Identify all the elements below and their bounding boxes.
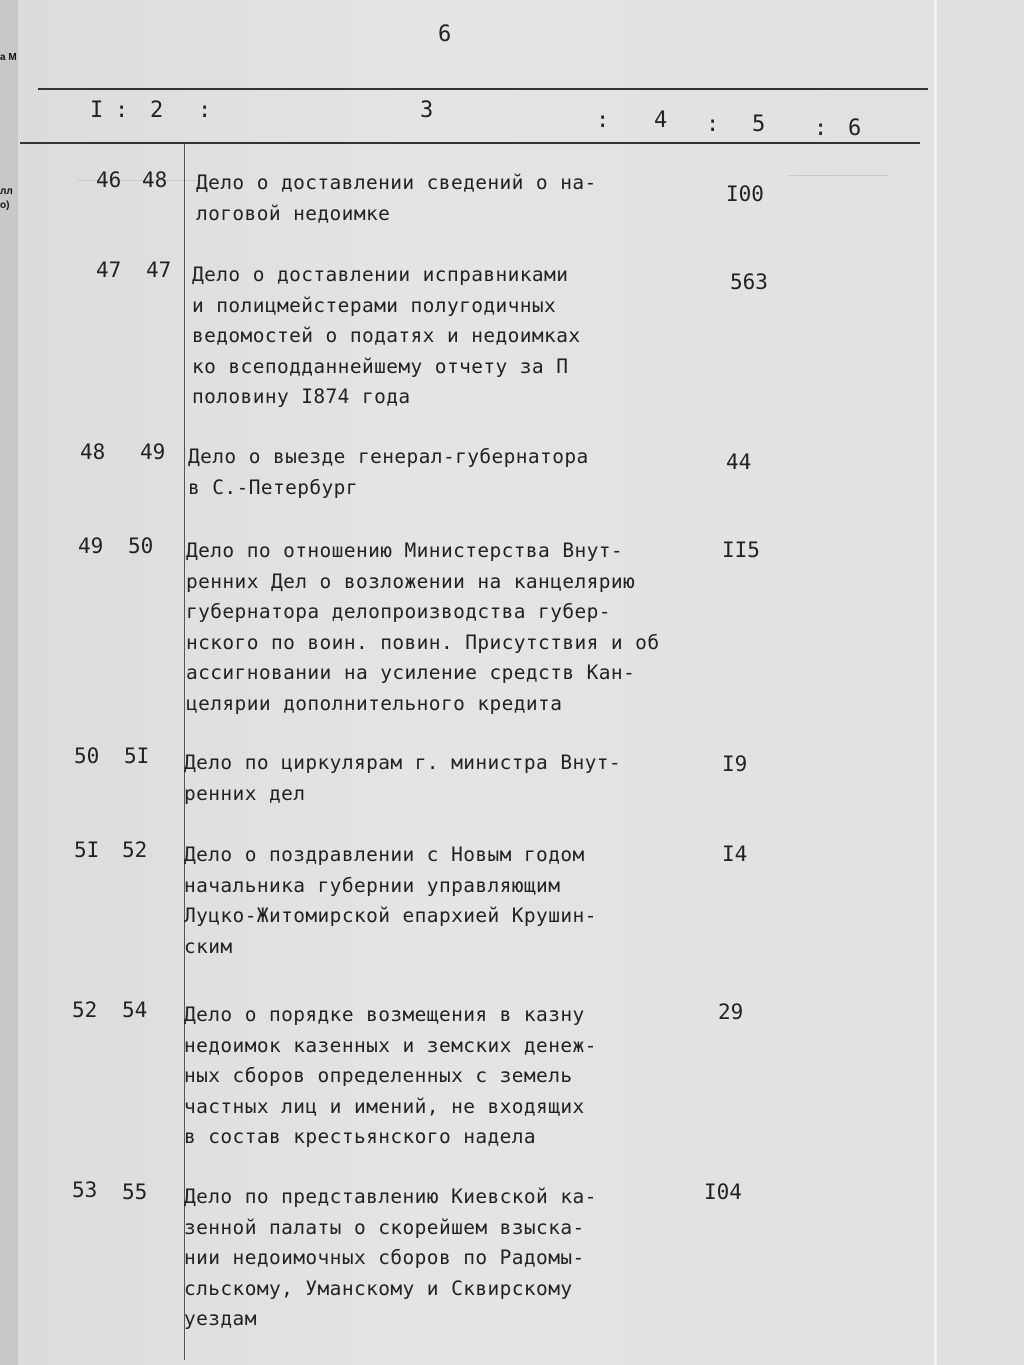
row-title: Дело по представлению Киевской ка- зенной палаты о скорейшем взыска- нии недоимочных сборов по Радомы- сльскому, Уманскому и Сквирскому уездам (184, 1185, 597, 1330)
row-number: 52 (72, 998, 98, 1022)
row-old-number: 54 (122, 998, 148, 1022)
column-header: 6 (848, 116, 864, 141)
column-separator: : (814, 116, 830, 141)
row-sheets: I4 (722, 842, 748, 866)
row-title: Дело о порядке возмещения в казну недоимок казенных и земских денеж- ных сборов определенных с земель частных лиц и имений, не входящих в состав крестьянского надела (184, 1003, 597, 1148)
margin-fragment: а М (0, 52, 17, 63)
page-edge (934, 0, 937, 1365)
column-header: I (90, 98, 106, 123)
column-header: 3 (420, 98, 436, 123)
row-title: Дело по отношению Министерства Внут- ренних Дел о возложении на канцелярию губернатора делопроизводства губер- нского по воин. повин. Присутствия и об ассигновании на усиление средств Кан- целярии дополнительного кредита (186, 539, 660, 715)
margin-fragment: о) (0, 200, 10, 211)
row-number: 48 (80, 440, 106, 464)
document-page (18, 0, 1024, 1365)
row-title: Дело о поздравлении с Новым годом начальника губернии управляющим Луцко-Житомирской епархией Крушин- ским (184, 843, 597, 958)
row-title: Дело о доставлении исправниками и полицмейстерами полугодичных ведомостей о податях и недоимках ко всеподданнейшему отчету за П половину I874 года (192, 263, 581, 408)
column-header: 5 (752, 112, 768, 137)
column-header: 2 (150, 98, 166, 123)
row-title: Дело по циркулярам г. министра Внут- ренних дел (184, 751, 622, 805)
row-old-number: 48 (142, 168, 168, 192)
row-sheets: I00 (726, 182, 764, 206)
row-old-number: 50 (128, 534, 154, 558)
row-number: 50 (74, 744, 100, 768)
adjacent-page-edge (0, 0, 19, 1365)
column-separator: : (115, 98, 131, 123)
row-number: 5I (74, 838, 100, 862)
row-number: 46 (96, 168, 122, 192)
row-old-number: 5I (124, 744, 150, 768)
row-sheets: II5 (722, 538, 760, 562)
row-sheets: 44 (726, 450, 752, 474)
row-sheets: I9 (722, 752, 748, 776)
row-old-number: 55 (122, 1180, 148, 1204)
header-bottom-rule (20, 142, 920, 144)
row-old-number: 47 (146, 258, 172, 282)
row-title: Дело о выезде генерал-губернатора в С.-Петербург (188, 445, 589, 499)
column-separator: : (596, 108, 612, 133)
row-sheets: 29 (718, 1000, 744, 1024)
row-sheets: 563 (730, 270, 768, 294)
column-header: 4 (654, 108, 670, 133)
column-separator: : (706, 112, 722, 137)
row-number: 53 (72, 1178, 98, 1202)
row-title: Дело о доставлении сведений о на- логовой недоимке (196, 171, 597, 225)
margin-fragment: лл (0, 186, 13, 197)
row-sheets: I04 (704, 1180, 742, 1204)
header-top-rule (38, 88, 928, 90)
row-old-number: 49 (140, 440, 166, 464)
row-number: 49 (78, 534, 104, 558)
bleed-through (788, 175, 888, 236)
row-old-number: 52 (122, 838, 148, 862)
page-number: 6 (438, 22, 452, 47)
row-number: 47 (96, 258, 122, 282)
column-separator: : (198, 98, 214, 123)
